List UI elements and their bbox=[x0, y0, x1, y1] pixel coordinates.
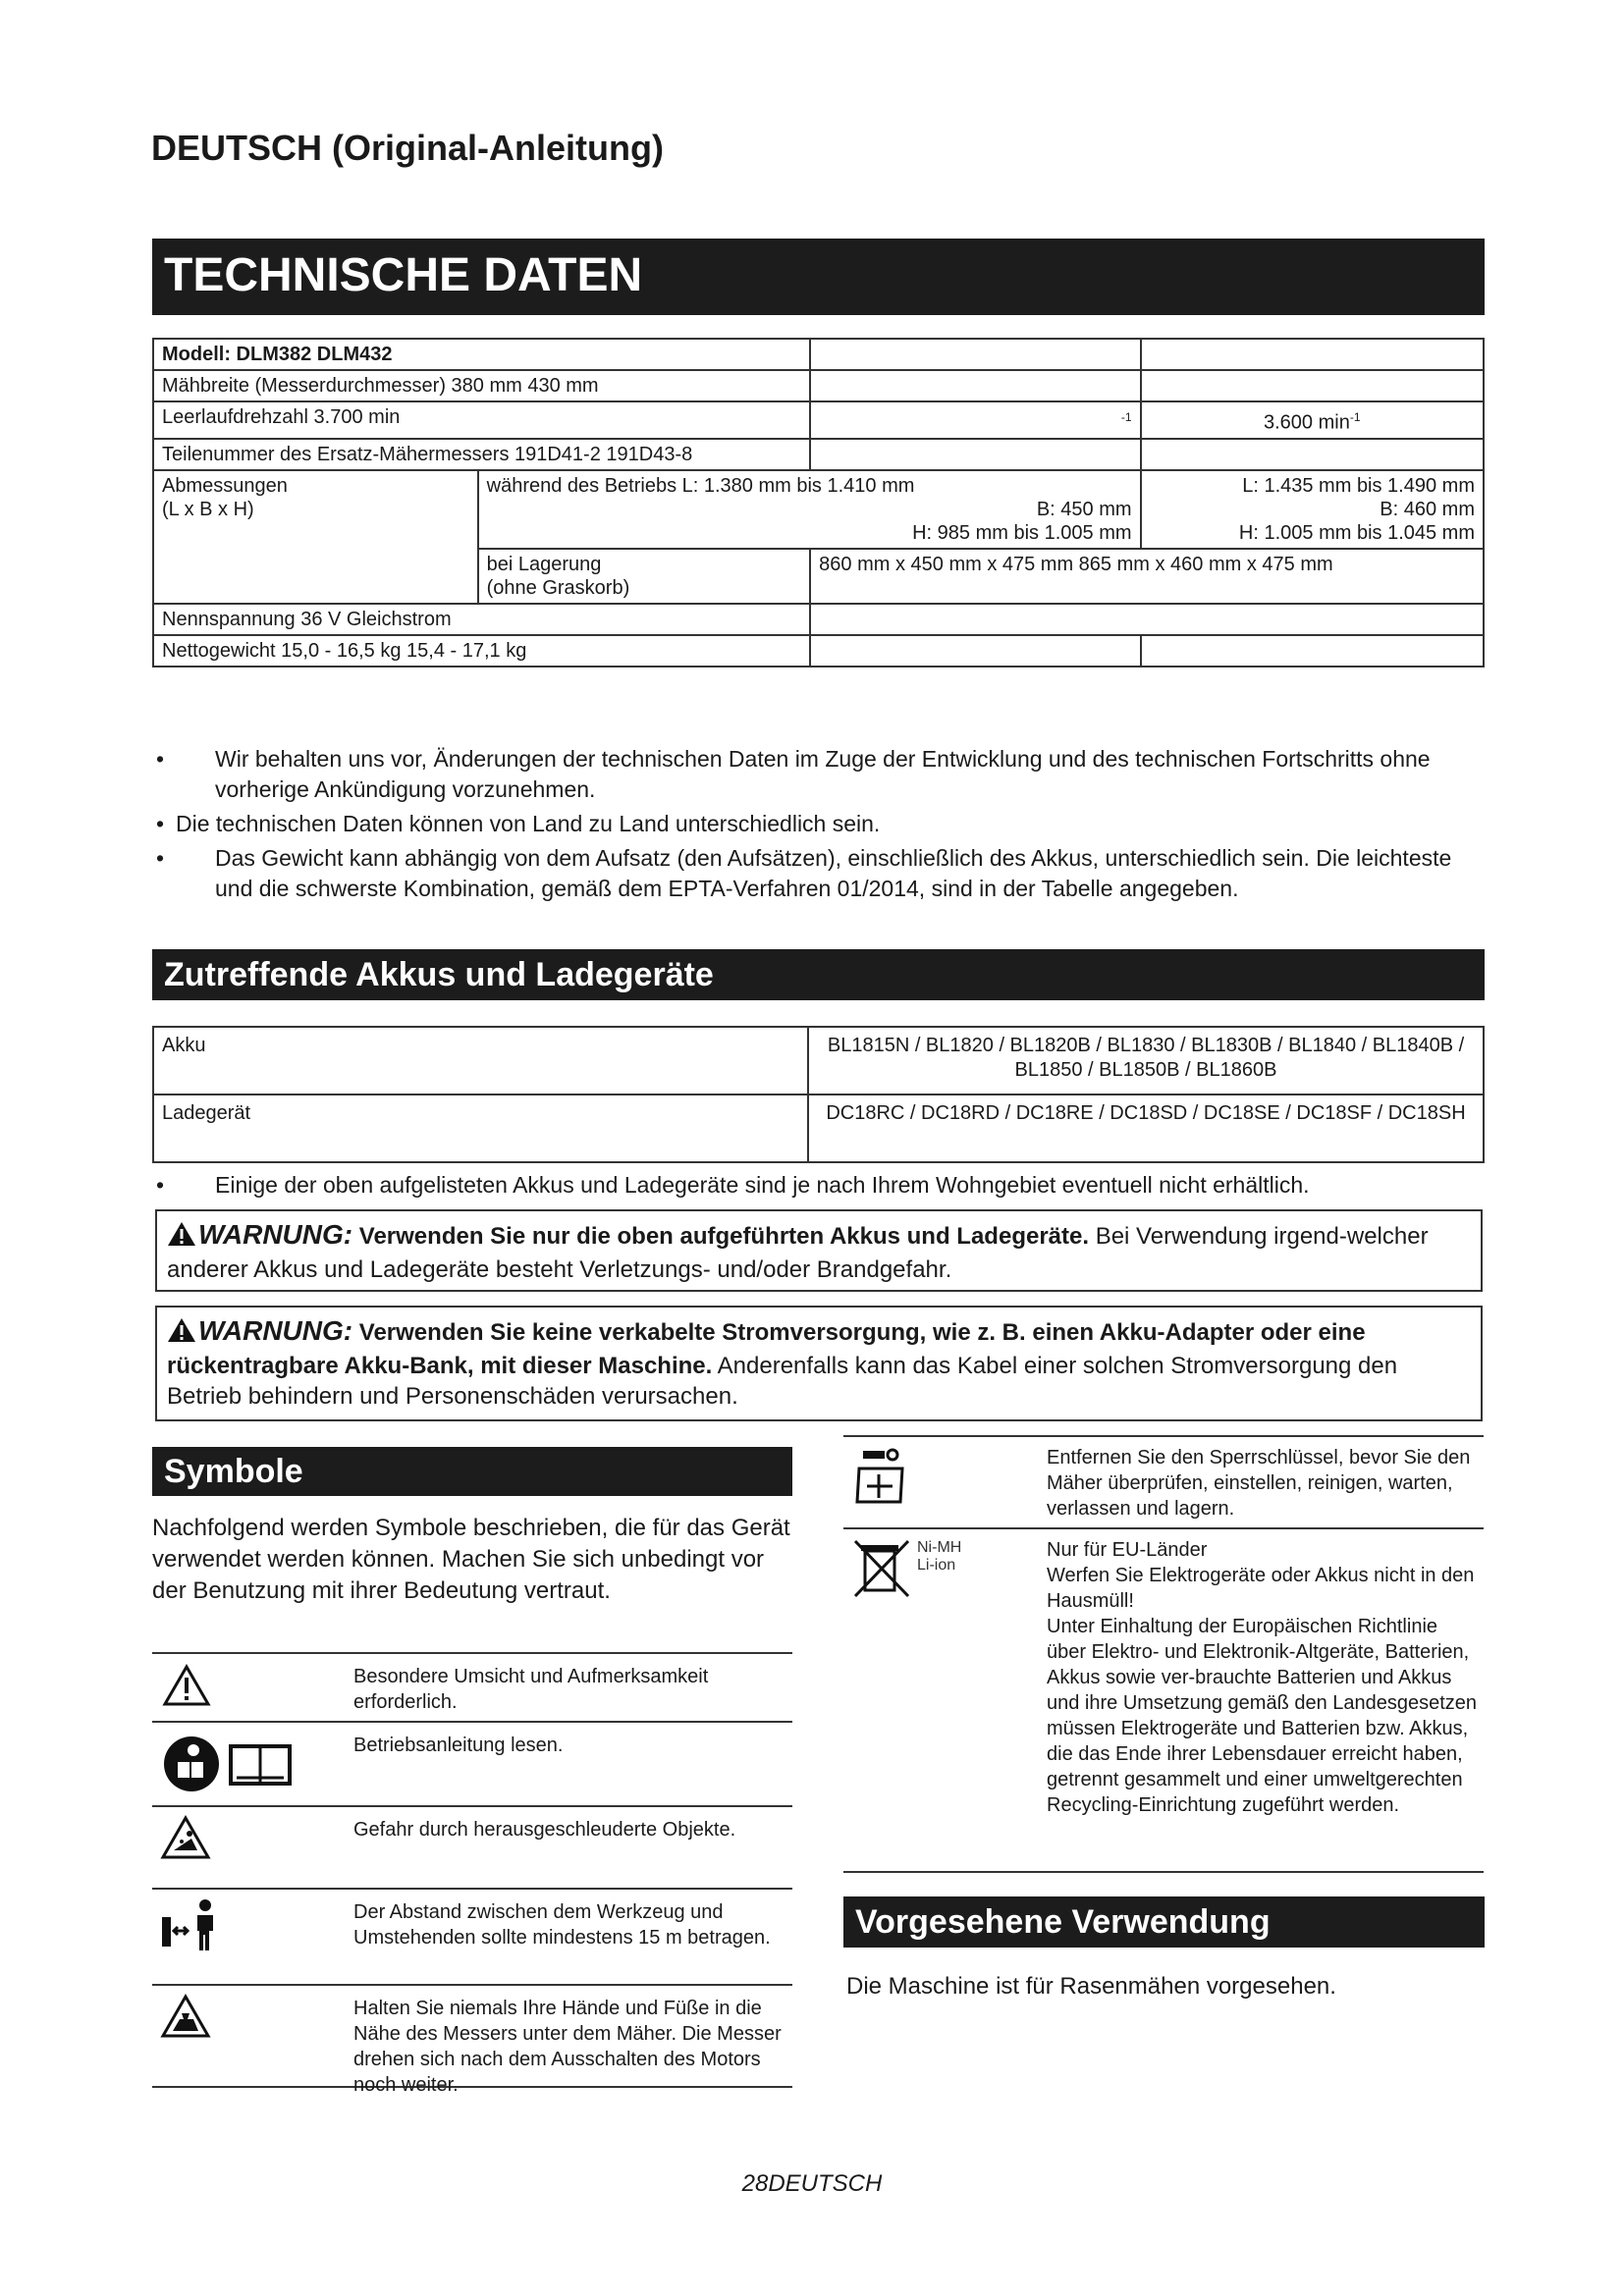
symbols-table bbox=[152, 1652, 792, 2096]
keep-distance-icon bbox=[160, 1897, 239, 1957]
spec-maehbreite: Mähbreite (Messerdurchmesser) 380 mm 430 mm bbox=[153, 370, 810, 401]
list-item bbox=[843, 1435, 1484, 1527]
spec-modell: Modell: DLM382 DLM432 bbox=[153, 339, 810, 370]
spec-lagerung-sub: (ohne Graskorb) bbox=[486, 576, 630, 599]
symbol-text: Der Abstand zwischen dem Werkzeug und Umstehenden sollte mindestens 15 m betragen. bbox=[353, 1901, 771, 1949]
table-row bbox=[153, 339, 1484, 370]
symbol-text: Nur für EU-Länder Werfen Sie Elektrogeräte oder Akkus nicht in den Hausmüll! Unter Einhaltung der Europäischen Richtlinie über Elektro- und Elektronik-Altgeräte, Batterien, Akkus sowie ver-brauchte Batterien und Akkus und ihre Umsetzung gemäß den Landesgesetzen müssen Elektrogeräte und Batterien bzw. Akkus, die das Ende ihrer Lebensdauer erreicht haben, getrennt gesammelt und einer umweltgerechten Recycling-Einrichtung zugeführt werden. bbox=[1047, 1539, 1478, 1816]
warning-label: WARNUNG: bbox=[198, 1219, 353, 1250]
spec-table bbox=[152, 338, 1485, 667]
table-row bbox=[153, 439, 1484, 470]
symbol-text: Gefahr durch herausgeschleuderte Objekte. bbox=[353, 1819, 736, 1841]
symbols-table-right bbox=[843, 1435, 1484, 1873]
remove-key-icon bbox=[853, 1447, 912, 1513]
spec-lagerung-label: bei Lagerung bbox=[486, 553, 602, 575]
table-row bbox=[153, 635, 1484, 667]
table-row bbox=[153, 1095, 1484, 1162]
warning-triangle-icon bbox=[162, 1664, 211, 1712]
battery-table bbox=[152, 1026, 1485, 1163]
warning-bold: Verwenden Sie keine verkabelte Stromversorgung, wie z. B. einen Akku-Adapter oder eine rückentragbare Akku-Bank, mit dieser Maschine. bbox=[167, 1319, 1366, 1379]
section-banner-technische-daten: TECHNISCHE DATEN bbox=[152, 239, 1485, 315]
section-banner-symbole: Symbole bbox=[152, 1447, 792, 1496]
table-row bbox=[153, 370, 1484, 401]
spec-nennspannung: Nennspannung 36 V Gleichstrom bbox=[153, 604, 810, 635]
list-item bbox=[152, 1888, 792, 1984]
section-banner-akkus: Zutreffende Akkus und Ladegeräte bbox=[152, 949, 1485, 1000]
list-item: • Das Gewicht kann abhängig von dem Aufsatz (den Aufsätzen), einschließlich des Akkus, unterschiedlich sein. Die leichteste und die schwerste Kombination, gemäß dem EPTA-Verfahren 01/2014, sind in der Tabelle angegeben. bbox=[156, 845, 1452, 901]
warning-box-2 bbox=[155, 1306, 1483, 1421]
crossed-bin-icon bbox=[853, 1539, 912, 1605]
warning-text: Bei Verwendung irgend-welcher anderer Akkus und Ladegeräte besteht Verletzungs- und/oder Brandgefahr. bbox=[167, 1223, 1429, 1283]
spec-betrieb-right-l: L: 1.435 mm bis 1.490 mm bbox=[1242, 474, 1475, 497]
list-item: • Wir behalten uns vor, Änderungen der technischen Daten im Zuge der Entwicklung und des technischen Fortschritts ohne vorherige Ankündigung vorzunehmen. bbox=[156, 746, 1431, 802]
page-footer: 28DEUTSCH bbox=[741, 2170, 883, 2197]
spec-betrieb-b: B: 450 mm bbox=[1036, 498, 1132, 520]
akku-value: BL1815N / BL1820 / BL1820B / BL1830 / BL1830B / BL1840 / BL1840B / BL1850 / BL1850B / BL1860B bbox=[808, 1027, 1484, 1095]
spec-betrieb-right-h: H: 1.005 mm bis 1.045 mm bbox=[1238, 521, 1475, 544]
list-item bbox=[152, 1984, 792, 2096]
battery-notes bbox=[152, 1170, 1485, 1204]
akku-label: Akku bbox=[153, 1027, 808, 1095]
spec-betrieb-right-b: B: 460 mm bbox=[1380, 498, 1475, 520]
table-row bbox=[153, 1027, 1484, 1095]
table-row bbox=[153, 401, 1484, 439]
lader-value: DC18RC / DC18RD / DC18RE / DC18SD / DC18SE / DC18SF / DC18SH bbox=[808, 1095, 1484, 1162]
nimh-label: Ni-MH bbox=[917, 1539, 962, 1556]
spec-leerlauf: Leerlaufdrehzahl 3.700 min bbox=[153, 401, 810, 439]
spec-abmessungen-label: Abmessungen bbox=[162, 474, 288, 497]
spec-abmessungen-sub: (L x B x H) bbox=[162, 498, 254, 520]
spec-leerlauf-right: 3.600 min bbox=[1264, 411, 1350, 434]
table-row bbox=[153, 604, 1484, 635]
spec-nettogewicht: Nettogewicht 15,0 - 16,5 kg 15,4 - 17,1 kg bbox=[153, 635, 810, 667]
warning-text: Anderenfalls kann das Kabel einer solchen Stromversorgung den Betrieb behindern und Personenschäden verursachen. bbox=[167, 1353, 1398, 1410]
spec-leerlauf-sup: -1 bbox=[1120, 410, 1132, 424]
blade-hazard-icon bbox=[160, 1994, 211, 2044]
spec-teilenummer: Teilenummer des Ersatz-Mähermessers 191D41-2 191D43-8 bbox=[153, 439, 810, 470]
thrown-objects-icon bbox=[160, 1815, 211, 1865]
section-banner-verwendung: Vorgesehene Verwendung bbox=[843, 1896, 1485, 1948]
list-item bbox=[152, 1805, 792, 1888]
list-item bbox=[152, 1721, 792, 1805]
warning-label: WARNUNG: bbox=[198, 1315, 353, 1346]
intended-use-text: Die Maschine ist für Rasenmähen vorgesehen. bbox=[846, 1973, 1336, 2000]
warning-triangle-icon bbox=[167, 1221, 196, 1255]
symbols-intro: Nachfolgend werden Symbole beschrieben, die für das Gerät verwendet werden können. Machen Sie sich unbedingt vor der Benutzung mit ihrer Bedeutung vertraut. bbox=[152, 1515, 790, 1604]
warning-triangle-icon bbox=[167, 1317, 196, 1351]
spec-lagerung-values: 860 mm x 450 mm x 475 mm 865 mm x 460 mm x 475 mm bbox=[810, 549, 1484, 604]
list-item: • Die technischen Daten können von Land zu Land unterschiedlich sein. bbox=[156, 811, 881, 836]
symbol-text: Besondere Umsicht und Aufmerksamkeit erforderlich. bbox=[353, 1666, 709, 1713]
spec-betrieb-label: während des Betriebs L: 1.380 mm bis 1.410 mm bbox=[486, 474, 915, 497]
tech-notes bbox=[152, 744, 1485, 908]
warning-box-1 bbox=[155, 1209, 1483, 1292]
spec-betrieb-h: H: 985 mm bis 1.005 mm bbox=[912, 521, 1132, 544]
symbol-text: Betriebsanleitung lesen. bbox=[353, 1735, 564, 1756]
list-item: • Einige der oben aufgelisteten Akkus und Ladegeräte sind je nach Ihrem Wohngebiet eventuell nicht erhältlich. bbox=[156, 1172, 1310, 1198]
liion-label: Li-ion bbox=[917, 1557, 956, 1574]
read-manual-icon bbox=[160, 1731, 298, 1798]
table-row bbox=[153, 470, 1484, 549]
list-item bbox=[843, 1527, 1484, 1873]
symbol-text: Entfernen Sie den Sperrschlüssel, bevor Sie den Mäher überprüfen, einstellen, reinigen, warten, verlassen und lagern. bbox=[1047, 1447, 1471, 1520]
symbol-text: Halten Sie niemals Ihre Hände und Füße in die Nähe des Messers unter dem Mäher. Die Messer drehen sich nach dem Ausschalten des Motors noch weiter. bbox=[353, 1998, 782, 2096]
spec-leerlauf-right-sup: -1 bbox=[1349, 410, 1361, 424]
list-item bbox=[152, 1652, 792, 1721]
language-title: DEUTSCH (Original-Anleitung) bbox=[151, 128, 664, 168]
warning-bold: Verwenden Sie nur die oben aufgeführten Akkus und Ladegeräte. bbox=[358, 1223, 1090, 1250]
lader-label: Ladegerät bbox=[153, 1095, 808, 1162]
